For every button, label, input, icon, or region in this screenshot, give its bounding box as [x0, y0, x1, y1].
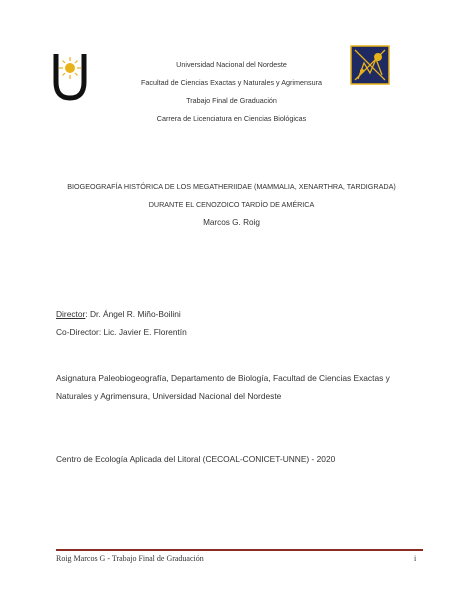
faculty-name: Facultad de Ciencias Exactas y Naturales y Agrimensura	[141, 78, 322, 87]
page-number: i	[414, 554, 417, 563]
codirector-label: Co-Director	[56, 327, 99, 337]
director-line	[56, 309, 181, 319]
university-name: Universidad Nacional del Nordeste	[176, 60, 287, 69]
codirector-line	[56, 327, 187, 337]
research-center: Centro de Ecología Aplicada del Litoral (CECOAL-CONICET-UNNE) - 2020	[56, 454, 336, 464]
subject-line1: Asignatura Paleobiogeografía, Departamento de Biología, Facultad de Ciencias Exactas y	[56, 373, 390, 383]
footer-rule	[56, 549, 423, 551]
thesis-title-line1: BIOGEOGRAFÍA HISTÓRICA DE LOS MEGATHERIIDAE (MAMMALIA, XENARTHRA, TARDIGRADA)	[67, 182, 396, 191]
author-name: Marcos G. Roig	[203, 218, 260, 227]
codirector-name: : Lic. Javier E. Florentín	[98, 327, 187, 337]
thesis-title-line2: DURANTE EL CENOZOICO TARDÍO DE AMÉRICA	[148, 200, 315, 209]
director-label: Director	[56, 309, 86, 319]
footer-text: Roig Marcos G - Trabajo Final de Graduación	[56, 554, 204, 563]
work-type: Trabajo Final de Graduación	[186, 96, 277, 105]
director-name: : Dr. Ángel R. Miño-Boilini	[85, 309, 181, 319]
career-name: Carrera de Licenciatura en Ciencias Biológicas	[156, 114, 307, 123]
subject-line2: Naturales y Agrimensura, Universidad Nacional del Nordeste	[56, 391, 282, 401]
